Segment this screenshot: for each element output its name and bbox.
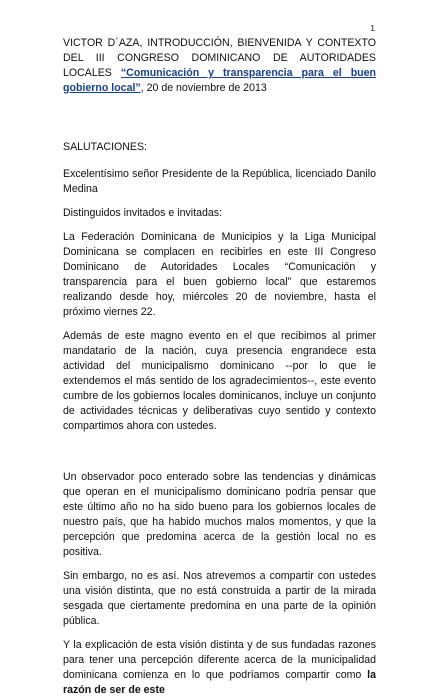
document-title	[63, 36, 376, 96]
salutations-heading: SALUTACIONES:	[63, 141, 147, 153]
paragraph-explanation-bold: la razón de ser de este	[63, 669, 376, 696]
paragraph-observer: Un observador poco enterado sobre las tendencias y dinámicas que operan en el municipalismo dominicano podría pensar que este último año no ha sido bueno para los gobiernos locales de nuestro país, que ha habido muchos malos momentos, y que la percepción que predomina acerca de la gestión local no es positiva.	[63, 471, 376, 558]
title-lead: VICTOR D´AZA, INTRODUCCIÓN, BIENVENIDA Y CONTEXTO DEL III CONGRESO DOMINICANO DE AUTORIDADES LOCALES	[63, 37, 376, 79]
greeting-president: Excelentísimo señor Presidente de la República, licenciado Danilo Medina	[63, 168, 376, 195]
greeting-guests: Distinguidos invitados e invitadas:	[63, 207, 222, 219]
paragraph-explanation-text: Y la explicación de esta visión distinta y de sus fundadas razones para tener una percepción diferente acerca de la municipalidad dominicana comienza en lo que podríamos compartir como	[63, 639, 376, 681]
paragraph-explanation	[63, 638, 376, 698]
paragraph-welcome: La Federación Dominicana de Municipios y la Liga Municipal Dominicana se complacen en recibirles en este III Congreso Dominicano de Autoridades Locales “Comunicación y transparencia para el buen gobierno local” que estaremos realizando desde hoy, miércoles 20 de noviembre, hasta el próximo viernes 22.	[63, 231, 376, 318]
page-number: 1	[370, 23, 375, 33]
title-congress-theme: “Comunicación y transparencia para el buen gobierno local”	[63, 67, 376, 94]
document-body	[63, 36, 376, 698]
paragraph-event-context: Además de este magno evento en el que recibimos al primer mandatario de la nación, cuya presencia engrandece esta actividad del municipalismo dominicano --por lo que le extendemos el más sentido de los agradecimientos--, este evento cumbre de los gobiernos locales dominicanos, incluye un conjunto de actividades técnicas y deliberativas cuyo sentido y contexto compartimos ahora con ustedes.	[63, 330, 376, 432]
title-date: , 20 de noviembre de 2013	[140, 82, 267, 94]
paragraph-distinct-vision: Sin embargo, no es así. Nos atrevemos a compartir con ustedes una visión distinta, que no está construida a partir de la mirada sesgada que ciertamente predomina en una parte de la opinión pública.	[63, 570, 376, 627]
